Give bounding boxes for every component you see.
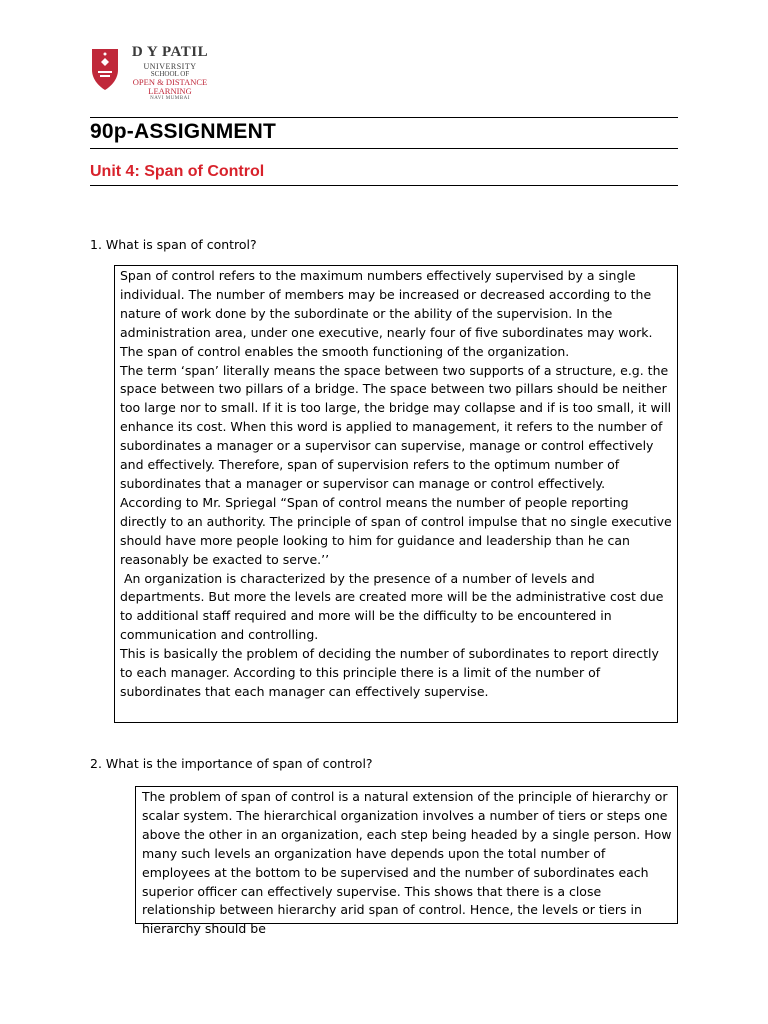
logo-open-distance: OPEN & DISTANCE — [132, 77, 208, 87]
page-title: 90p-ASSIGNMENT — [90, 120, 276, 143]
answer-1-paragraph: The term ‘span’ literally means the space between two supports of a structure, e.g. the space between two pillars of a bridge. The space between two pillars should be neither too large nor to small. If it is too large, the bridge may collapse and if is too small, it will enhance its cost. When this word is applied to management, it refers to the number of subordinates a manager or a supervisor can supervise, manage or control effectively and effectively. Therefore, span of supervision refers to the optimum number of subordinates that a manager or supervisor can manage or control effectively. — [120, 362, 672, 491]
answer-1-paragraph: This is basically the problem of deciding the number of subordinates to report directly to each manager. According to this principle there is a limit of the number of subordinates that each manager can effectively supervise. — [120, 646, 659, 699]
logo-university: UNIVERSITY — [143, 62, 197, 71]
answer-1-paragraph: An organization is characterized by the presence of a number of levels and departments. But more the levels are created more will be the administrative cost due to additional staff required and more will be the difficulty to be encountered in communication and controlling. — [120, 570, 668, 643]
university-crest-icon — [90, 46, 120, 92]
answer-2-box — [135, 786, 678, 937]
title-divider — [90, 148, 678, 149]
logo-learning: LEARNING — [148, 86, 192, 96]
answer-1-paragraph: Span of control refers to the maximum numbers effectively supervised by a single individual. The number of members may be increased or decreased according to the nature of work done by the subordinate or the ability of the supervision. In the administration area, under one executive, nearly four of five subordinates may work. The span of control enables the smooth functioning of the organization. — [120, 268, 653, 359]
unit-heading: Unit 4: Span of Control — [90, 163, 265, 180]
header-divider-top — [90, 117, 678, 118]
answer-1-paragraph: According to Mr. Spriegal “Span of control means the number of people reporting directly to an authority. The principle of span of control impulse that no single executive should have more people looking to him for guidance and leadership than he can reasonably be exacted to serve.’’ — [120, 494, 672, 567]
logo-location: NAVI MUMBAI — [150, 96, 190, 101]
unit-divider — [90, 185, 678, 186]
question-2-prompt: 2. What is the importance of span of control? — [90, 756, 373, 771]
answer-1-box — [114, 265, 678, 723]
university-logo — [90, 44, 220, 114]
answer-2-paragraph: The problem of span of control is a natural extension of the principle of hierarchy or scalar system. The hierarchical organization involves a number of tiers or steps one above the other in an organization, each step being headed by a single person. How many such levels an organization have depends upon the total number of employees at the bottom to be supervised and the number of subordinates each superior officer can effectively supervise. This shows that there is a close relationship between hierarchy arid span of control. Hence, the levels or tiers in hierarchy should be — [142, 789, 672, 937]
logo-name: D Y PATIL — [131, 44, 209, 60]
logo-text — [120, 44, 220, 102]
logo-school-of: SCHOOL OF — [150, 70, 190, 78]
question-1-prompt: 1. What is span of control? — [90, 237, 257, 252]
